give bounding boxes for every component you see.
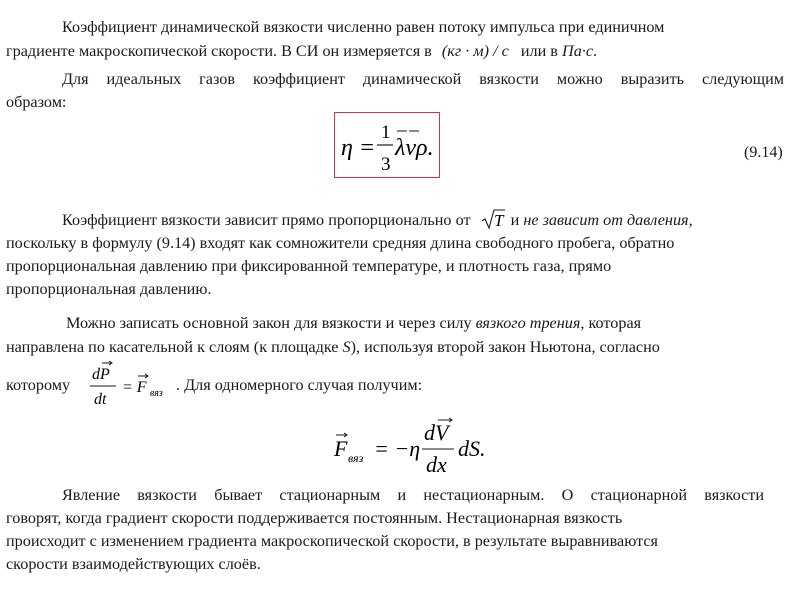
frac-denominator: dt <box>94 391 107 408</box>
para3-line3-text: пропорциональная давлению при фиксированной температуре, и плотность газа, прямо <box>6 257 612 275</box>
newton-law-formula <box>88 360 180 414</box>
equation-number: (9.14) <box>744 144 783 161</box>
formula1-rhs: λvρ. <box>395 135 434 161</box>
formula-9-14-box <box>334 112 440 178</box>
eq-rhs: = F <box>122 379 147 396</box>
formula2-lhs: F <box>334 436 348 461</box>
para4-line3 <box>6 374 70 396</box>
eq-subscript: вяз <box>150 388 163 399</box>
para3-line3 <box>6 255 611 277</box>
para4-line3-rest-text: . Для одномерного случая получим: <box>176 376 423 394</box>
para5-line2-text: говорят, когда градиент скорости поддерживается постоянным. Нестационарная вязкость <box>6 509 623 527</box>
formula2-lhs-sub: вяз <box>348 451 364 465</box>
formula2-den: dx <box>426 452 447 477</box>
frac-numerator: dP <box>92 366 110 383</box>
para4-line2-end: ), используя второй закон Ньютона, согласно <box>350 338 660 356</box>
para3-line1-and: и <box>510 211 520 229</box>
formula1-lhs: η = <box>341 135 376 161</box>
para3-line1-italic: не зависит от давления <box>523 211 689 229</box>
para4-line3-text: которому <box>6 376 71 394</box>
para3-line1-comma: , <box>688 211 693 229</box>
para3-line1-text: Коэффициент вязкости зависит прямо пропорционально от <box>62 211 471 229</box>
para1-line2 <box>6 40 597 62</box>
para5-line4-text: скорости взаимодействующих слоёв. <box>6 555 261 573</box>
para3-line4 <box>6 278 212 300</box>
para4-line3-rest <box>176 374 422 396</box>
para2-line1-text: Для идеальных газов коэффициент динамической вязкости можно выразить следующим <box>62 70 784 88</box>
formula2-mid: = −η <box>374 436 421 461</box>
formula-9-14 <box>335 113 441 179</box>
para4-line2-text: направлена по касательной к слоям (к площадке <box>6 338 339 356</box>
para4-line1-italic: вязкого трения <box>475 314 581 332</box>
para5-line3 <box>6 530 658 552</box>
para3-line2-text: поскольку в формулу (9.14) входят как сомножители средняя длина свободного пробега, обратно <box>6 234 675 252</box>
unit-kg-m-s: (кг · м) / с <box>441 42 509 60</box>
para4-line2 <box>6 336 660 358</box>
para2-line1 <box>62 68 784 90</box>
para1-line1-text: Коэффициент динамической вязкости численно равен потоку импульса при единичном <box>62 18 665 36</box>
para3-line2 <box>6 232 674 254</box>
para2-line2-text: образом: <box>6 93 67 111</box>
formula2-num: dV <box>424 420 449 445</box>
para1-line2-end: . <box>593 42 598 60</box>
para5-line2 <box>6 507 622 529</box>
para1-line2-text: градиенте макроскопической скорости. В СИ он измеряется в <box>6 42 432 60</box>
sqrt-icon <box>481 208 505 230</box>
para3-line1 <box>62 208 693 231</box>
formula2-rhs: dS. <box>458 436 486 461</box>
para3-line4-text: пропорциональная давлению. <box>6 280 212 298</box>
formula1-numerator: 1 <box>381 122 391 143</box>
para5-line4 <box>6 553 261 575</box>
viscous-force-formula <box>330 416 510 482</box>
para5-line1-text: Явление вязкости бывает стационарным и нестационарным. О стационарной вязкости <box>62 486 764 504</box>
para2-line2 <box>6 91 66 113</box>
sqrt-t <box>481 208 505 231</box>
para5-line3-text: происходит с изменением градиента макроскопической скорости, в результате выравниваются <box>6 532 658 550</box>
para5-line1 <box>62 484 764 506</box>
para4-line1-text: Можно записать основной закон для вязкости и через силу <box>66 314 472 332</box>
para1-line2-or: или в <box>520 42 558 60</box>
para4-line2-italic: S <box>342 338 351 356</box>
para4-line1-end: , которая <box>580 314 642 332</box>
sqrt-argument: T <box>493 211 504 230</box>
para4-line1 <box>66 312 641 334</box>
unit-pa-s: Па·с <box>562 42 594 60</box>
para1-line1 <box>62 16 664 38</box>
formula1-denominator: 3 <box>381 154 391 175</box>
